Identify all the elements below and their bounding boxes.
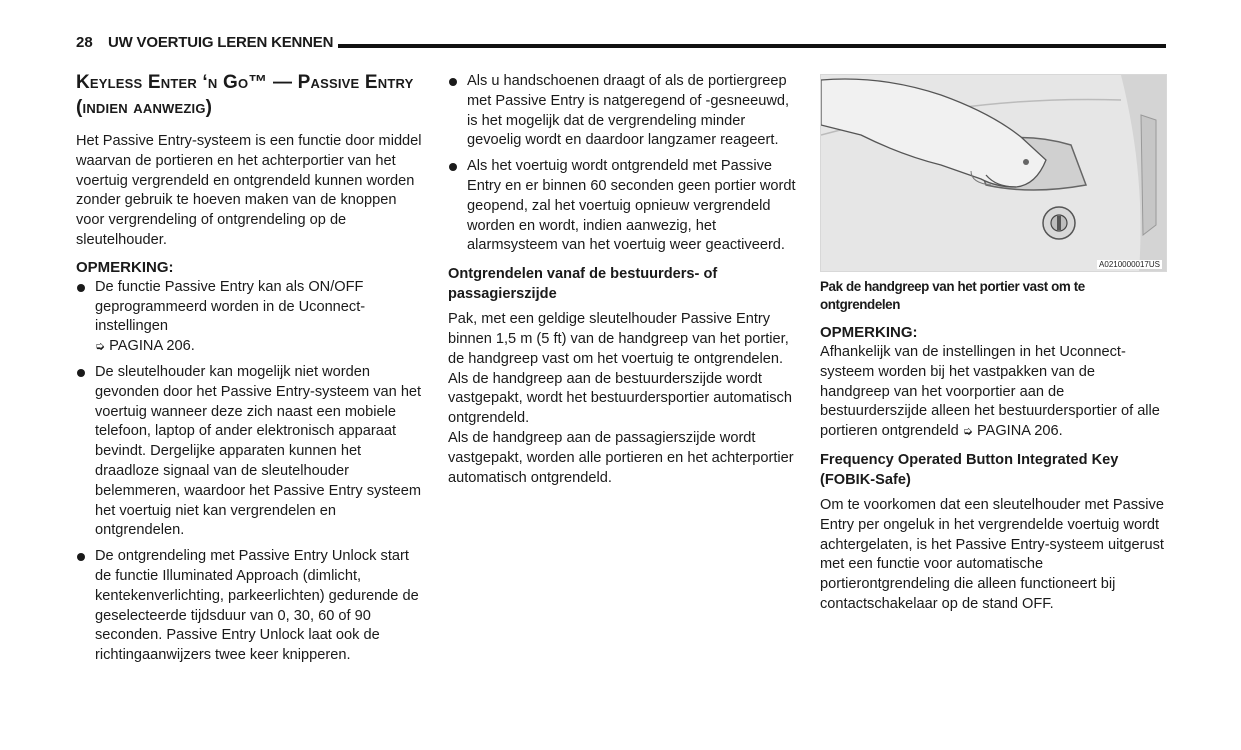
list-item [76,547,426,666]
bullet-text: De functie Passive Entry kan als ON/OFF geprogrammeerd worden in de Uconnect-instellingen [95,278,366,335]
page-title: Keyless Enter ‘n Go™ — Passive Entry (indien aanwezig) [76,72,414,118]
bullet-icon [77,553,85,561]
bullet-icon [77,369,85,377]
list-item [76,363,426,541]
page-header [76,34,1166,54]
fobik-paragraph: Om te voorkomen dat een sleutelhouder met Passive Entry per ongeluk in het vergrendelde voertuig wordt achtergelaten, is het Passive Entry-systeem uitgerust met een functie voor automatische portierontgrendeling die alleen functioneert bij contactschakelaar op de stand OFF. [820,496,1164,612]
note-bullets [76,278,426,666]
bullet-icon [77,284,85,292]
page-number: 28 [76,34,93,51]
door-handle-figure [820,74,1167,272]
page-reference-link[interactable]: PAGINA 206. [109,338,195,355]
bullet-text: De ontgrendeling met Passive Entry Unlock start de functie Illuminated Approach (dimlicht, kentekenverlichting, parkeerlichten) gedurende de geselecteerde tijdsduur van 0, 30, 60 of 90 seconden. Passive Entry Unlock laat ook de richtingaanwijzers twee keer knipperen. [95,548,419,664]
bullet-icon [449,163,457,171]
note-label: OPMERKING: [820,324,918,341]
bullet-text: Als u handschoenen draagt of als de portiergreep met Passive Entry is natgeregend of -gesneeuwd, is het mogelijk dat de vergrendeling minder gevoelig wordt en daardoor langzamer reageert. [467,73,790,149]
bullet-icon [449,78,457,86]
column-right [820,74,1166,615]
note-label: OPMERKING: [76,258,174,276]
intro-paragraph: Het Passive Entry-systeem is een functie door middel waarvan de portieren en het achterportier van het voertuig vergrendeld en ontgrendeld kunnen worden zonder gebruik te hoeven maken van de knoppen voor vergrendeling of ontgrendeling op de sleutelhouder. [76,133,422,248]
header-rule [338,44,1166,48]
subheading-unlock: Ontgrendelen vanaf de bestuurders- of passagierszijde [448,266,718,303]
column-left [76,70,426,672]
unlock-paragraph-2: Als de handgreep aan de passagierszijde wordt vastgepakt, worden alle portieren en het achterportier automatisch ontgrendeld. [448,429,794,486]
unlock-paragraph-1: Pak, met een geldige sleutelhouder Passive Entry binnen 1,5 m (5 ft) van de handgreep van het portier, de handgreep vast om het voertuig te ontgrendelen. Als de handgreep aan de bestuurderszijde wordt vastgepakt, wordt het bestuurdersportier automatisch ontgrendeld. [448,311,792,427]
figure-code: A0210000017US [1099,260,1160,269]
note-text: Afhankelijk van de instellingen in het Uconnect-systeem worden bij het vastpakken van de handgreep van het voorportier aan de bestuurderszijde alleen het bestuurdersportier of alle portieren ontgrendeld [820,344,1160,440]
middle-bullets [448,72,798,256]
page-reference-arrow-icon: ➭ [962,424,973,439]
bullet-text: Als het voertuig wordt ontgrendeld met Passive Entry en er binnen 60 seconden geen portier wordt geopend, zal het voertuig opnieuw vergrendeld worden en wordt, indien aanwezig, het alarmsysteem van het voertuig weer geactiveerd. [467,158,796,254]
door-handle-illustration [821,75,1166,271]
list-item [448,72,798,151]
column-middle [448,72,798,488]
list-item [448,157,798,256]
list-item [76,278,426,357]
bullet-text: De sleutelhouder kan mogelijk niet worden gevonden door het Passive Entry-systeem van het voertuig wanneer deze zich naast een mobiele telefoon, laptop of ander elektronisch apparaat bevindt. Dergelijke apparaten kunnen het draadloze signaal van de sleutelhouder belemmeren, waardoor het Passive Entry systeem het voertuig niet kan vergrendelen en ontgrendelen. [95,363,422,539]
note-paragraph [820,343,1166,442]
subheading-fobik: Frequency Operated Button Integrated Key (FOBIK-Safe) [820,451,1119,488]
figure-caption: Pak de handgreep van het portier vast om te ontgrendelen [820,279,1085,312]
page-reference-link[interactable]: PAGINA 206. [976,423,1063,440]
page-reference-arrow-icon: ➭ [95,339,106,354]
section-title: UW VOERTUIG LEREN KENNEN [108,34,334,51]
